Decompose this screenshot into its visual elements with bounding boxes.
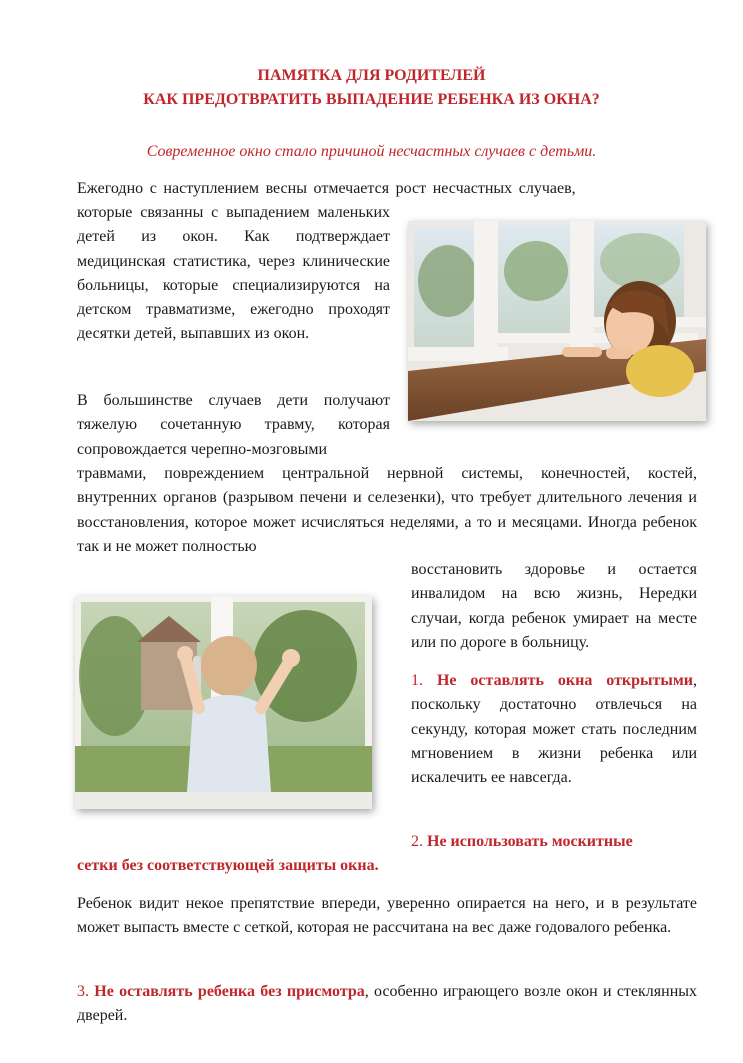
rule-2-text: Ребенок видит некое препятствие впереди, уверенно опирается на него, и в результате может выпасть вместе с сеткой, которая не рассчитана на вес даже годовалого ребенка. <box>77 895 697 937</box>
rule-2-number: 2. <box>411 833 423 850</box>
girl-at-window-photo <box>408 221 706 421</box>
toddler-at-window-photo <box>75 596 372 809</box>
rule-1 <box>411 669 697 790</box>
rule-3 <box>77 980 697 1029</box>
rule-3-text: , особенно играющего возле окон и стеклянных дверей. <box>77 983 697 1025</box>
title-line-2: КАК ПРЕДОТВРАТИТЬ ВЫПАДЕНИЕ РЕБЕНКА ИЗ ОКНА? <box>143 91 600 108</box>
rule-2-heading-line-1 <box>411 830 701 854</box>
rule-3-heading: Не оставлять ребенка без присмотра <box>94 983 365 1000</box>
rule-2-heading-a: Не использовать москитные <box>427 833 633 850</box>
intro-first-line: Ежегодно с наступлением весны отмечается рост несчастных случаев, <box>77 180 576 197</box>
page-title <box>40 64 703 112</box>
injuries-paragraph-narrow: В большинстве случаев дети получают тяжелую сочетанную травму, которая сопровождается черепно-мозговыми <box>77 392 390 458</box>
rule-3-number: 3. <box>77 983 89 1000</box>
injuries-paragraph-end: восстановить здоровье и остается инвалидом на всю жизнь, Нередки случаи, когда ребенок умирает на месте или по дороге в больницу. <box>411 561 697 651</box>
rule-1-text: , поскольку достаточно отвлечься на секунду, которая может стать последним мгновением в жизни ребенка или искалечить ее навсегда. <box>411 672 697 787</box>
rule-1-heading: Не оставлять окна открытыми <box>436 672 693 689</box>
rule-2-heading-line-2: сетки без соответствующей защиты окна. <box>77 857 379 874</box>
injuries-paragraph-wide: травмами, повреждением центральной нервной системы, конечностей, костей, внутренних органов (разрывом печени и селезенки), что требует длительного лечения и восстановления, которое может исчисляться неделями, а то и месяцами. Иногда ребенок так и не может полностью <box>77 465 697 555</box>
title-line-1: ПАМЯТКА ДЛЯ РОДИТЕЛЕЙ <box>257 67 486 84</box>
rule-1-number: 1. <box>411 672 423 689</box>
page-subtitle: Современное окно стало причиной несчастных случаев с детьми. <box>146 143 597 160</box>
intro-paragraph: которые связанны с выпадением маленьких детей из окон. Как подтверждает медицинская статистика, через клинические больницы, которые специализируются на детском травматизме, ежегодно проходят десятки детей, выпавших из окон. <box>77 204 390 343</box>
